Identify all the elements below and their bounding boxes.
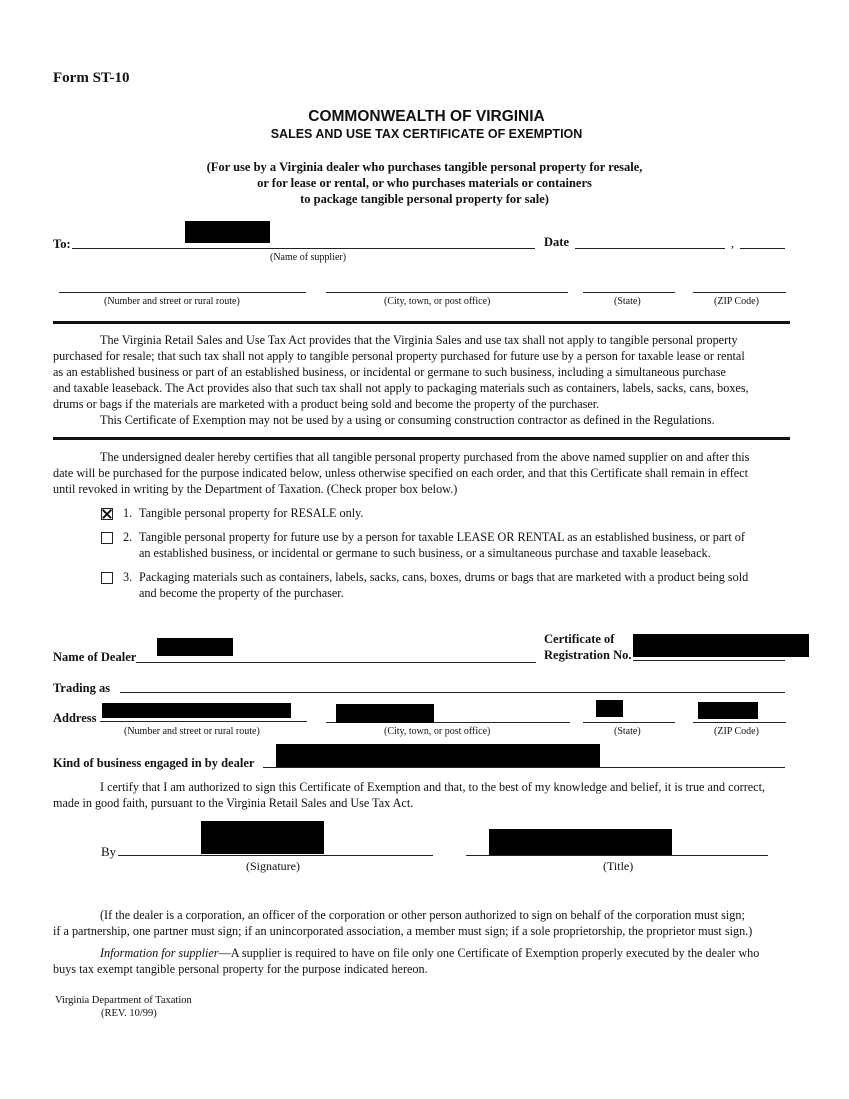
supplier-state-field[interactable] [583, 292, 675, 293]
title-redaction [489, 829, 672, 855]
dealer-state-field[interactable] [583, 722, 675, 723]
option-number: 3. [123, 570, 133, 584]
form-subtitle: SALES AND USE TAX CERTIFICATE OF EXEMPTION [270, 127, 583, 141]
footer-revision: (REV. 10/99) [101, 1008, 157, 1019]
date-field[interactable] [575, 248, 725, 249]
date-label: Date [544, 235, 569, 249]
option-text: Packaging materials such as containers, labels, sacks, cans, boxes, drums or bags that are marketed with a product being sold [139, 570, 749, 584]
dealer-zip-caption: (ZIP Code) [714, 726, 759, 737]
option-text: Tangible personal property for RESALE only. [139, 506, 364, 520]
attestation-line: made in good faith, pursuant to the Virginia Retail Sales and Use Tax Act. [53, 796, 414, 810]
section-divider [53, 437, 790, 440]
dealer-city-redaction [336, 704, 434, 723]
supplier-zip-caption: (ZIP Code) [714, 296, 759, 307]
dealer-zip-redaction [698, 702, 758, 719]
dealer-street-redaction [102, 703, 291, 718]
statute-paragraph [53, 332, 793, 428]
certificate-label: Certificate of [544, 632, 615, 646]
purpose-line: to package tangible personal property for sale) [300, 192, 549, 206]
option-number: 2. [123, 530, 133, 544]
title-field[interactable] [466, 855, 768, 856]
supplier-info-line: buys tax exempt tangible personal property for the purpose indicated hereon. [53, 962, 428, 976]
registration-number-field[interactable] [633, 660, 785, 661]
supplier-street-field[interactable] [59, 292, 306, 293]
statute-line: purchased for resale; that such tax shall not apply to tangible personal property purchased for future use by a person for taxable lease or rental [53, 349, 745, 363]
option-number: 1. [123, 506, 133, 520]
option-text: an established business, or incidental or germane to such business, or a simultaneous purchase and taxable leaseback. [139, 546, 711, 560]
by-label: By [101, 844, 117, 859]
packaging-checkbox[interactable] [101, 572, 113, 584]
supplier-name-caption: (Name of supplier) [270, 252, 347, 263]
dealer-zip-field[interactable] [693, 722, 786, 723]
statute-line: The Virginia Retail Sales and Use Tax Act provides that the Virginia Sales and use tax shall not apply to tangible personal property [100, 333, 738, 347]
option-lease-rental [123, 529, 803, 561]
registration-label: Registration No. [544, 648, 632, 662]
signature-caption: (Signature) [246, 859, 300, 873]
form-title: COMMONWEALTH OF VIRGINIA [308, 108, 545, 125]
title-caption: (Title) [603, 859, 634, 873]
business-kind-field[interactable] [263, 767, 785, 768]
option-text: and become the property of the purchaser. [139, 586, 344, 600]
supplier-info-line [53, 945, 798, 961]
purpose-line: (For use by a Virginia dealer who purchases tangible personal property for resale, [206, 160, 643, 174]
dealer-state-caption: (State) [614, 726, 641, 737]
business-kind-redaction [276, 744, 600, 767]
option-text: Tangible personal property for future use by a person for taxable LEASE OR RENTAL as an established business, or part of [139, 530, 745, 544]
address-label: Address [53, 711, 97, 725]
option-packaging [123, 569, 803, 601]
date-separator: , [731, 236, 734, 250]
statute-line: drums or bags if the materials are marketed with a product being sold and become the property of the purchaser. [53, 397, 600, 411]
dealer-state-redaction [596, 700, 623, 717]
dealer-name-redaction [157, 638, 233, 656]
form-id: Form ST-10 [53, 70, 130, 86]
certification-paragraph [53, 449, 793, 497]
attestation-paragraph [53, 779, 798, 811]
signing-line: if a partnership, one partner must sign; if an unincorporated association, a member must sign; if a sole proprietorship, the proprietor must sign.) [53, 924, 753, 938]
supplier-name-redaction [185, 221, 270, 243]
certification-line: date will be purchased for the purpose indicated below, unless otherwise specified on each order, and that this Certificate shall remain in effect [53, 466, 748, 480]
supplier-street-caption: (Number and street or rural route) [104, 296, 240, 307]
supplier-zip-field[interactable] [693, 292, 786, 293]
supplier-info-text: —A supplier is required to have on file only one Certificate of Exemption properly executed by the dealer who [218, 946, 760, 960]
lease-rental-checkbox[interactable] [101, 532, 113, 544]
contractor-note: This Certificate of Exemption may not be used by a using or consuming construction contractor as defined in the Regulations. [100, 413, 715, 427]
dealer-name-label: Name of Dealer [53, 650, 137, 664]
section-divider [53, 321, 790, 324]
supplier-state-caption: (State) [614, 296, 641, 307]
supplier-city-field[interactable] [326, 292, 568, 293]
form-purpose [0, 159, 849, 207]
footer-department: Virginia Department of Taxation [55, 995, 192, 1006]
supplier-information [53, 945, 798, 977]
date-year-field[interactable] [740, 248, 785, 249]
dealer-name-field[interactable] [136, 662, 536, 663]
signing-instructions [53, 907, 798, 939]
signature-redaction [201, 821, 324, 854]
supplier-name-field[interactable] [72, 248, 535, 249]
signing-line: (If the dealer is a corporation, an officer of the corporation or other person authorized to sign on behalf of the corporation must sign; [100, 908, 745, 922]
dealer-city-caption: (City, town, or post office) [384, 726, 491, 737]
dealer-street-field[interactable] [100, 721, 307, 722]
statute-line: as an established business or part of an established business, or incidental or germane to such business, including a simultaneous purchase [53, 365, 726, 379]
certification-line: until revoked in writing by the Department of Taxation. (Check proper box below.) [53, 482, 458, 496]
dealer-street-caption: (Number and street or rural route) [124, 726, 260, 737]
statute-line: and taxable leaseback. The Act provides also that such tax shall not apply to packaging materials such as containers, labels, sacks, cans, boxes, [53, 381, 749, 395]
supplier-city-caption: (City, town, or post office) [384, 296, 491, 307]
trading-as-label: Trading as [53, 681, 111, 695]
signature-field[interactable] [118, 855, 433, 856]
purpose-line: or for lease or rental, or who purchases materials or containers [257, 176, 592, 190]
business-kind-label: Kind of business engaged in by dealer [53, 756, 255, 770]
registration-number-redaction [633, 634, 809, 657]
trading-as-field[interactable] [120, 692, 785, 693]
certification-line: The undersigned dealer hereby certifies that all tangible personal property purchased from the above named supplier on and after this [100, 450, 750, 464]
attestation-line: I certify that I am authorized to sign this Certificate of Exemption and that, to the best of my knowledge and belief, it is true and correct, [100, 780, 766, 794]
supplier-info-heading: Information for supplier [100, 946, 219, 960]
to-label: To: [53, 237, 71, 251]
resale-checkbox[interactable] [101, 508, 113, 520]
